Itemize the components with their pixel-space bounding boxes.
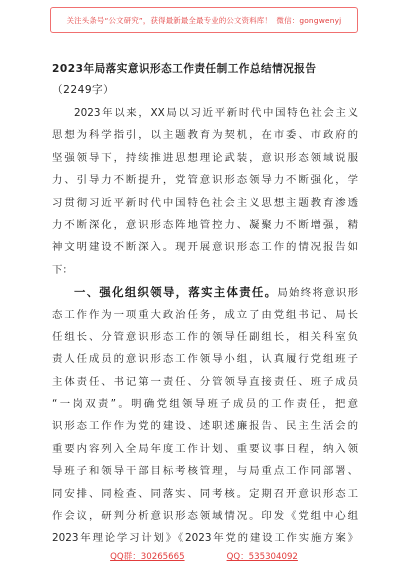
paragraph-line: 思想为科学指引，以主题教育为契机，在市委、市政府的 [52,129,358,142]
banner-text-wechat: 微信：gongwenyj [276,15,342,25]
paragraph-line: 作会议，研判分析意识形态领域情况。印发《党组中心组 [52,510,358,523]
section-heading: 一、强化组织领导，落实主体责任。 [74,285,278,300]
document-title: 2023年局落实意识形态工作责任制工作总结情况报告 [52,63,317,75]
footer-contacts [0,550,408,562]
paragraph-line: 下： [52,263,73,276]
section-lead-text: 局始终将意识形 [277,287,358,300]
banner-text-account: 关注头条号“公文研究”，获得最新最全最专业的公文资料库！ [66,15,272,25]
qq-group-number: QQ群：30265665 [110,552,185,562]
qq-number: QQ：535304092 [226,552,298,562]
paragraph-line: 2023年理论学习计划》《2023年党的建设工作实施方案》 [52,532,358,545]
paragraph-line: 任组长、分管意识形态工作的领导任副组长，相关科室负 [52,330,358,343]
paragraph-line: 2023年以来，XX局以习近平新时代中国特色社会主义 [74,107,358,119]
paragraph-line: 神文明建设不断深入。现开展意识形态工作的情况报告如 [52,241,358,254]
paragraph-line: “一岗双责”。明确党组领导班子成员的工作责任，把意 [52,398,358,411]
paragraph-line: 习贯彻习近平新时代中国特色社会主义思想主题教育渗透 [52,196,358,209]
paragraph-line: 责人任成员的意识形态工作领导小组，认真履行党组班子 [52,353,358,366]
paragraph-line: 力不断深化，意识形态阵地管控力、凝聚力不断增强，精 [52,218,358,231]
paragraph-line: 重要内容列入全局年度工作计划、重要议事日程，纳入领 [52,442,358,455]
paragraph-line: 识形态工作作为党的建设、述职述廉报告、民主生活会的 [52,420,358,433]
paragraph-line: 主体责任、书记第一责任、分管领导直接责任、班子成员 [52,375,358,388]
word-count: （2249字） [52,84,115,96]
paragraph-line: 力、引导力不断提升，党管意识形态领导力不断强化，学 [52,174,358,187]
document-body [52,102,358,550]
paragraph-line: 坚强领导下，持续推进思想理论武装，意识形态领域说服 [52,151,358,164]
promo-banner [50,7,358,33]
paragraph-line: 导班子和领导干部目标考核管理，与局重点工作同部署、 [52,465,358,478]
section-1-first-line [52,281,358,303]
paragraph-line: 同安排、同检查、同落实、同考核。定期召开意识形态工 [52,487,358,500]
paragraph-line: 态工作作为一项重大政治任务，成立了由党组书记、局长 [52,308,358,321]
